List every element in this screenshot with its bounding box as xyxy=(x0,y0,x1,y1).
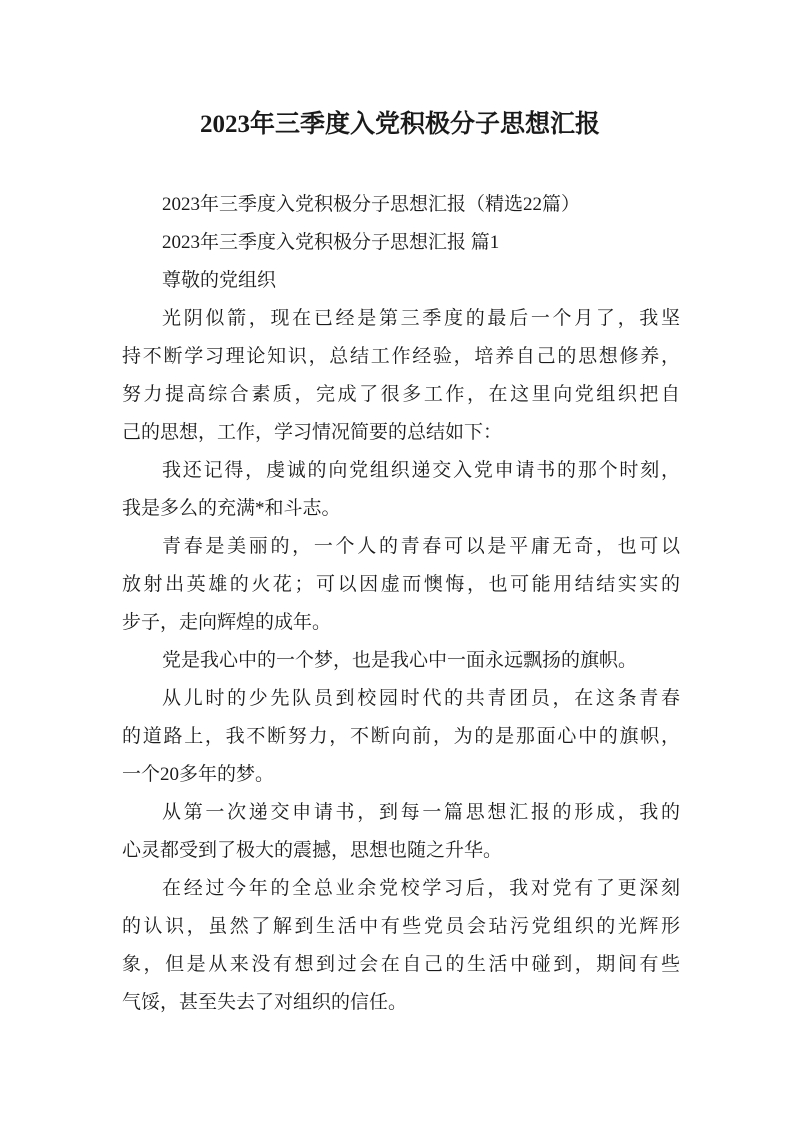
paragraph-line: 己的思想，工作，学习情况简要的总结如下： xyxy=(122,422,503,443)
paragraph-line: 青春是美丽的，一个人的青春可以是平庸无奇，也可以 xyxy=(162,536,680,557)
paragraph-line: 的认识，虽然了解到生活中有些党员会玷污党组织的光辉形 xyxy=(122,916,680,937)
document-body xyxy=(122,186,680,1022)
paragraph-line: 的道路上，我不断努力，不断向前，为的是那面心中的旗帜， xyxy=(122,726,680,747)
paragraph-line: 我还记得，虔诚的向党组织递交入党申请书的那个时刻， xyxy=(162,460,680,481)
paragraph xyxy=(122,528,680,642)
paragraph-line: 努力提高综合素质，完成了很多工作，在这里向党组织把自 xyxy=(122,384,680,405)
paragraph xyxy=(122,300,680,452)
paragraph-line: 持不断学习理论知识，总结工作经验，培养自己的思想修养， xyxy=(122,346,680,367)
paragraph-line: 心灵都受到了极大的震撼，思想也随之升华。 xyxy=(122,840,503,861)
paragraph xyxy=(122,224,680,262)
paragraph xyxy=(122,186,680,224)
paragraph-line: 尊敬的党组织 xyxy=(162,270,277,291)
paragraph-line: 象，但是从来没有想到过会在自己的生活中碰到，期间有些 xyxy=(122,954,680,975)
paragraph-line: 放射出英雄的火花；可以因虚而懊悔，也可能用结结实实的 xyxy=(122,574,680,595)
paragraph xyxy=(122,794,680,870)
paragraph-line: 气馁，甚至失去了对组织的信任。 xyxy=(122,992,408,1013)
paragraph-line: 光阴似箭，现在已经是第三季度的最后一个月了，我坚 xyxy=(162,308,680,329)
paragraph-line: 从第一次递交申请书，到每一篇思想汇报的形成，我的 xyxy=(162,802,680,823)
document-title: 2023年三季度入党积极分子思想汇报 xyxy=(199,111,600,138)
paragraph-line: 从儿时的少先队员到校园时代的共青团员，在这条青春 xyxy=(162,688,680,709)
paragraph-line: 党是我心中的一个梦，也是我心中一面永远飘扬的旗帜。 xyxy=(162,650,638,671)
paragraph-line: 2023年三季度入党积极分子思想汇报 篇1 xyxy=(162,232,500,253)
paragraph-line: 步子，走向辉煌的成年。 xyxy=(122,612,332,633)
paragraph xyxy=(122,452,680,528)
paragraph xyxy=(122,870,680,1022)
paragraph-line: 一个20多年的梦。 xyxy=(122,764,275,785)
paragraph xyxy=(122,262,680,300)
paragraph xyxy=(122,680,680,794)
paragraph-line: 在经过今年的全总业余党校学习后，我对党有了更深刻 xyxy=(162,878,680,899)
paragraph xyxy=(122,642,680,680)
paragraph-line: 2023年三季度入党积极分子思想汇报（精选22篇） xyxy=(162,194,581,215)
paragraph-line: 我是多么的充满*和斗志。 xyxy=(122,498,341,519)
